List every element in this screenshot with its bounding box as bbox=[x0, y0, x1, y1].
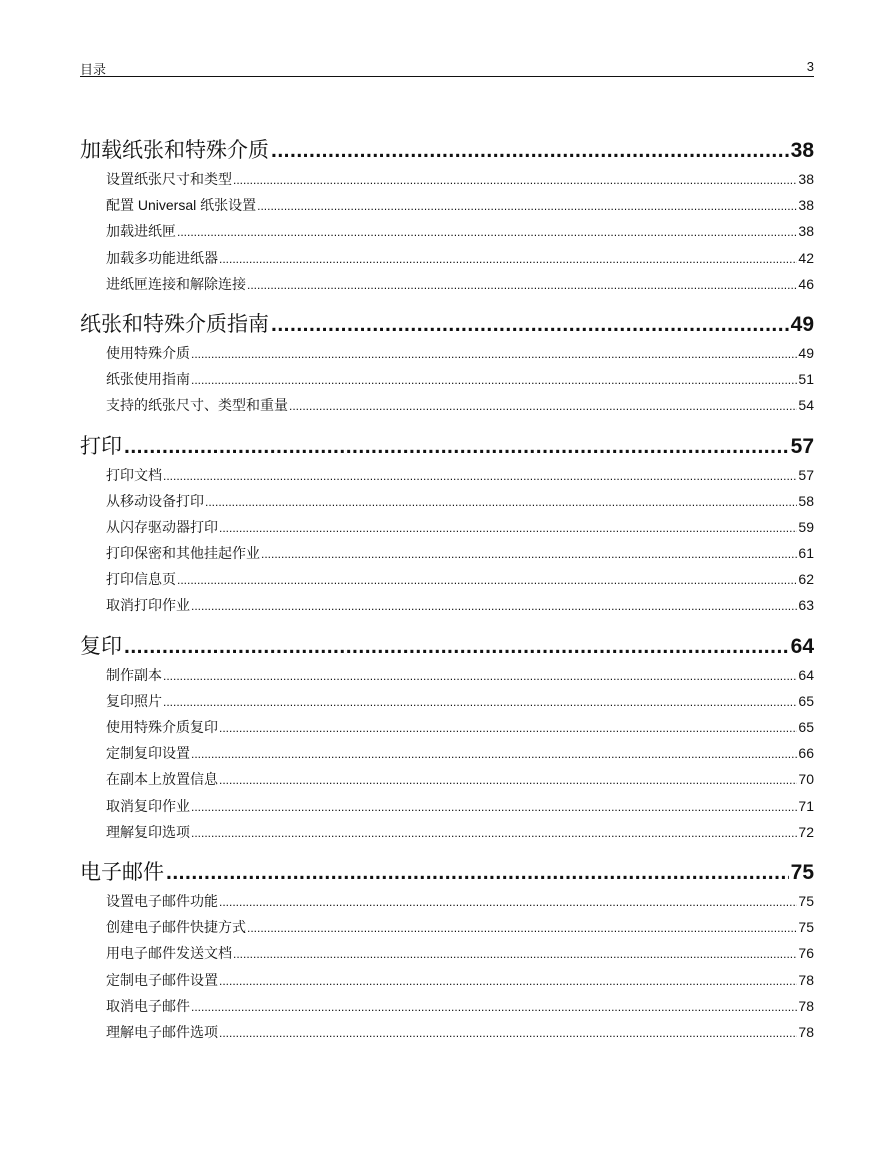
dot-leader bbox=[257, 192, 797, 219]
toc-entry[interactable] bbox=[106, 688, 814, 714]
toc-section bbox=[80, 858, 814, 1045]
entry-page-number: 71 bbox=[798, 797, 814, 814]
toc-entry[interactable] bbox=[106, 218, 814, 244]
toc-entry[interactable] bbox=[106, 819, 814, 845]
entry-title: 创建电子邮件快捷方式 bbox=[106, 919, 246, 936]
toc-section bbox=[80, 432, 814, 619]
entry-page-number: 61 bbox=[798, 545, 814, 562]
entry-page-number: 65 bbox=[798, 692, 814, 709]
entry-page-number: 62 bbox=[798, 571, 814, 588]
entry-title: 打印保密和其他挂起作业 bbox=[106, 545, 260, 562]
entry-page-number: 49 bbox=[798, 344, 814, 361]
entry-page-number: 54 bbox=[798, 397, 814, 414]
section-page-number: 57 bbox=[790, 434, 814, 458]
toc-entry[interactable] bbox=[106, 1019, 814, 1045]
entry-title: 复印照片 bbox=[106, 692, 162, 709]
entry-title: 加载多功能进纸器 bbox=[106, 249, 218, 266]
entry-page-number: 46 bbox=[798, 275, 814, 292]
entry-page-number: 65 bbox=[798, 719, 814, 735]
toc-entry[interactable] bbox=[106, 940, 814, 966]
toc-entry[interactable] bbox=[106, 488, 814, 514]
toc-entry[interactable] bbox=[106, 192, 814, 218]
entry-page-number: 76 bbox=[798, 945, 814, 962]
section-title-text: 复印 bbox=[80, 634, 122, 658]
toc-entry[interactable] bbox=[106, 366, 814, 392]
header-title: 目录 bbox=[80, 62, 107, 77]
toc-entry[interactable] bbox=[106, 340, 814, 366]
toc-section bbox=[80, 310, 814, 419]
toc-section-heading[interactable] bbox=[80, 432, 814, 462]
entry-title: 在副本上放置信息 bbox=[106, 771, 218, 788]
dot-leader bbox=[163, 462, 797, 489]
section-page-number: 49 bbox=[790, 312, 814, 336]
toc-section-heading[interactable] bbox=[80, 136, 814, 166]
entry-title: 用电子邮件发送文档 bbox=[106, 945, 232, 962]
entry-page-number: 70 bbox=[798, 771, 814, 788]
section-title-text: 打印 bbox=[80, 434, 122, 458]
entry-title: 进纸匣连接和解除连接 bbox=[106, 275, 246, 292]
dot-leader bbox=[219, 967, 797, 994]
entry-title: 配置 Universal 纸张设置 bbox=[106, 197, 257, 214]
table-of-contents bbox=[80, 136, 814, 1058]
dot-leader bbox=[191, 740, 797, 767]
entry-page-number: 78 bbox=[798, 971, 814, 988]
entry-page-number: 38 bbox=[798, 197, 814, 214]
dot-leader bbox=[219, 714, 797, 741]
dot-leader bbox=[247, 914, 797, 941]
toc-entry[interactable] bbox=[106, 714, 814, 740]
dot-leader bbox=[191, 366, 797, 393]
entry-title: 打印信息页 bbox=[106, 571, 176, 588]
dot-leader bbox=[124, 432, 789, 462]
dot-leader bbox=[191, 993, 797, 1020]
section-title-text: 电子邮件 bbox=[80, 860, 164, 884]
toc-entry[interactable] bbox=[106, 662, 814, 688]
entry-page-number: 72 bbox=[798, 823, 814, 840]
dot-leader bbox=[191, 819, 797, 846]
toc-section-heading[interactable] bbox=[80, 632, 814, 662]
entry-page-number: 64 bbox=[798, 666, 814, 683]
dot-leader bbox=[219, 1019, 797, 1046]
entry-title: 加载进纸匣 bbox=[106, 223, 176, 240]
entry-page-number: 38 bbox=[798, 223, 814, 240]
dot-leader bbox=[271, 310, 789, 340]
section-page-number: 75 bbox=[790, 860, 814, 884]
toc-entry[interactable] bbox=[106, 592, 814, 618]
entry-title: 从闪存驱动器打印 bbox=[106, 518, 218, 535]
dot-leader bbox=[233, 940, 797, 967]
entry-title: 理解电子邮件选项 bbox=[106, 1023, 218, 1040]
section-title-text: 加载纸张和特殊介质 bbox=[80, 139, 269, 162]
entry-title: 定制电子邮件设置 bbox=[106, 971, 218, 988]
toc-section bbox=[80, 136, 814, 297]
header-page-number: 3 bbox=[806, 59, 814, 74]
entry-page-number: 66 bbox=[798, 745, 814, 762]
entry-page-number: 78 bbox=[798, 1023, 814, 1040]
toc-entry[interactable] bbox=[106, 166, 814, 192]
dot-leader bbox=[289, 392, 797, 419]
dot-leader bbox=[124, 632, 789, 662]
entry-title: 取消电子邮件 bbox=[106, 997, 190, 1014]
dot-leader bbox=[191, 340, 797, 367]
dot-leader bbox=[219, 888, 797, 915]
section-page-number: 64 bbox=[790, 634, 814, 658]
dot-leader bbox=[261, 540, 797, 567]
toc-entry[interactable] bbox=[106, 271, 814, 297]
entry-title: 使用特殊介质 bbox=[106, 344, 190, 361]
entry-page-number: 51 bbox=[798, 371, 814, 388]
entry-page-number: 75 bbox=[798, 919, 814, 936]
section-page-number: 38 bbox=[790, 139, 814, 162]
dot-leader bbox=[166, 858, 789, 888]
entry-title: 打印文档 bbox=[106, 466, 162, 483]
dot-leader bbox=[191, 592, 797, 619]
entry-page-number: 59 bbox=[798, 518, 814, 535]
toc-entry[interactable] bbox=[106, 540, 814, 566]
dot-leader bbox=[177, 566, 797, 593]
entry-page-number: 57 bbox=[798, 466, 814, 483]
toc-entry[interactable] bbox=[106, 514, 814, 540]
entry-page-number: 75 bbox=[798, 892, 814, 909]
toc-entry[interactable] bbox=[106, 245, 814, 271]
entry-title: 制作副本 bbox=[106, 666, 162, 683]
dot-leader bbox=[233, 166, 797, 193]
entry-title: 取消打印作业 bbox=[106, 597, 190, 614]
entry-page-number: 38 bbox=[798, 171, 814, 187]
toc-entry[interactable] bbox=[106, 914, 814, 940]
toc-entry[interactable] bbox=[106, 993, 814, 1019]
toc-entry[interactable] bbox=[106, 766, 814, 792]
entry-title: 取消复印作业 bbox=[106, 797, 190, 814]
entry-title: 使用特殊介质复印 bbox=[106, 719, 218, 735]
entry-page-number: 63 bbox=[798, 597, 814, 614]
dot-leader bbox=[219, 514, 797, 541]
entry-title: 定制复印设置 bbox=[106, 745, 190, 762]
toc-entry[interactable] bbox=[106, 740, 814, 766]
entry-title: 支持的纸张尺寸、类型和重量 bbox=[106, 397, 288, 414]
toc-section-heading[interactable] bbox=[80, 858, 814, 888]
dot-leader bbox=[205, 488, 797, 515]
toc-entry[interactable] bbox=[106, 392, 814, 418]
dot-leader bbox=[219, 766, 797, 793]
section-title-text: 纸张和特殊介质指南 bbox=[80, 312, 269, 336]
dot-leader bbox=[177, 218, 797, 245]
dot-leader bbox=[163, 662, 797, 689]
dot-leader bbox=[163, 688, 797, 715]
dot-leader bbox=[219, 245, 797, 272]
entry-title: 纸张使用指南 bbox=[106, 371, 190, 388]
entry-page-number: 42 bbox=[798, 249, 814, 266]
dot-leader bbox=[191, 793, 797, 820]
toc-section-heading[interactable] bbox=[80, 310, 814, 340]
dot-leader bbox=[247, 271, 797, 298]
toc-entry[interactable] bbox=[106, 793, 814, 819]
toc-entry[interactable] bbox=[106, 566, 814, 592]
entry-title: 设置纸张尺寸和类型 bbox=[106, 171, 232, 187]
toc-entry[interactable] bbox=[106, 462, 814, 488]
entry-page-number: 58 bbox=[798, 492, 814, 509]
page-header bbox=[80, 58, 814, 77]
entry-title: 理解复印选项 bbox=[106, 823, 190, 840]
toc-entry[interactable] bbox=[106, 888, 814, 914]
toc-section bbox=[80, 632, 814, 845]
entry-title: 从移动设备打印 bbox=[106, 492, 204, 509]
dot-leader bbox=[271, 136, 789, 166]
entry-page-number: 78 bbox=[798, 997, 814, 1014]
toc-entry[interactable] bbox=[106, 967, 814, 993]
entry-title: 设置电子邮件功能 bbox=[106, 892, 218, 909]
